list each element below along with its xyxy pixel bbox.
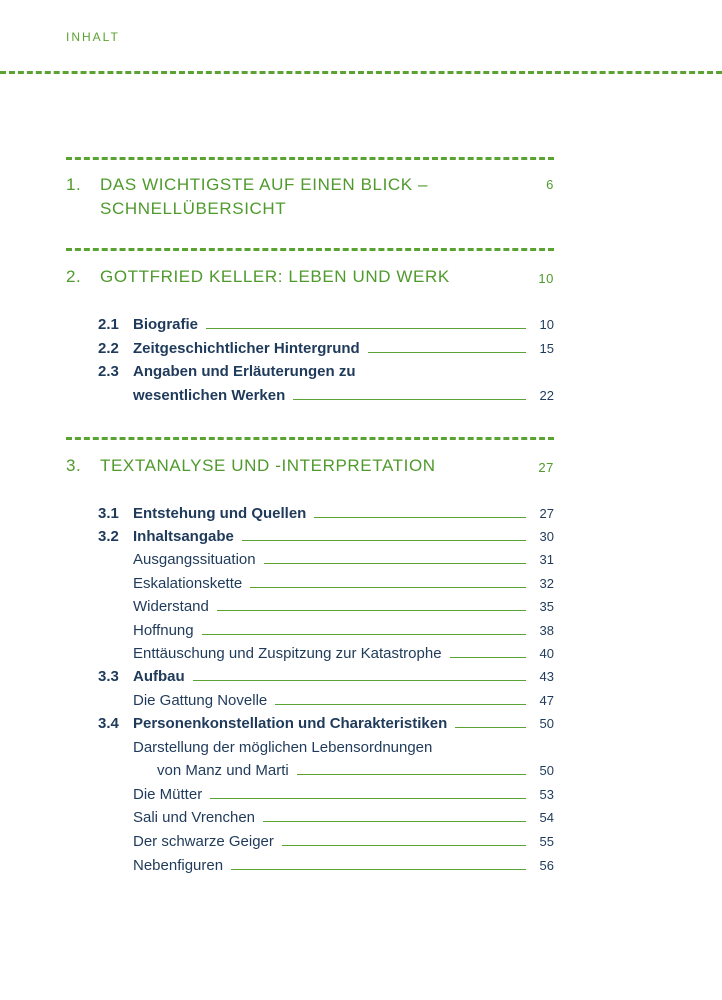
page-number: 40	[539, 646, 554, 661]
leader-line	[297, 761, 526, 775]
leader-line	[210, 785, 526, 799]
section-title: Zeitgeschichtlicher Hintergrund	[133, 340, 360, 357]
toc-subentry[interactable]	[98, 643, 554, 665]
toc-subentry[interactable]	[98, 855, 554, 877]
section-number: 3.4	[98, 715, 119, 732]
chapter-2-heading[interactable]	[66, 265, 554, 289]
section-title: Biografie	[133, 316, 199, 333]
toc-entry-2-2[interactable]	[98, 338, 554, 360]
leader-line	[368, 339, 526, 353]
chapter-number: 1.	[66, 175, 82, 194]
section-title: wesentlichen Werken	[133, 387, 286, 404]
page-number: 32	[539, 576, 554, 591]
toc-subentry[interactable]	[98, 573, 554, 595]
toc-subentry[interactable]	[98, 690, 554, 712]
page-number: 35	[539, 599, 554, 614]
subsection-title: Widerstand	[133, 598, 209, 615]
leader-line	[206, 315, 526, 329]
toc-subentry-cont[interactable]	[98, 760, 554, 782]
leader-line	[231, 856, 526, 870]
toc-entry-2-1[interactable]	[98, 314, 554, 336]
subsection-title: Hoffnung	[133, 622, 194, 639]
subsection-title: Eskalationskette	[133, 575, 243, 592]
subsection-title: Ausgangssituation	[133, 551, 256, 568]
toc-subentry[interactable]	[98, 549, 554, 571]
leader-line	[293, 386, 526, 400]
subsection-title: von Manz und Marti	[157, 762, 289, 779]
chapter-page: 27	[538, 460, 554, 475]
section-title: Personenkonstellation und Charakteristiken	[133, 715, 448, 732]
subsection-title: Die Gattung Novelle	[133, 692, 268, 709]
page-number: 15	[539, 341, 554, 356]
section-title: Angaben und Erläuterungen zu	[133, 363, 356, 380]
section-number: 3.3	[98, 668, 119, 685]
subsection-title: Darstellung der möglichen Lebensordnungen	[133, 739, 433, 756]
leader-line	[217, 597, 526, 611]
page-number: 54	[539, 810, 554, 825]
chapter-1-heading[interactable]	[66, 173, 554, 221]
chapter-title: TEXTANALYSE UND -INTERPRETATION	[100, 456, 436, 475]
toc-entry-3-4[interactable]	[98, 713, 554, 735]
chapter-divider	[66, 437, 554, 440]
subsection-title: Enttäuschung und Zuspitzung zur Katastrophe	[133, 645, 442, 662]
section-title: Inhaltsangabe	[133, 528, 234, 545]
chapter-divider	[66, 248, 554, 251]
toc-entry-3-2[interactable]	[98, 526, 554, 548]
toc-subentry[interactable]	[98, 807, 554, 829]
section-number: 3.2	[98, 528, 119, 545]
section-title: Aufbau	[133, 668, 185, 685]
subsection-title: Nebenfiguren	[133, 857, 224, 874]
section-number: 3.1	[98, 505, 119, 522]
chapter-number: 3.	[66, 456, 82, 475]
leader-line	[450, 644, 526, 658]
section-number: 2.1	[98, 316, 119, 333]
toc-subentry[interactable]	[98, 784, 554, 806]
toc-subentry[interactable]	[98, 737, 554, 759]
leader-line	[202, 621, 526, 635]
toc-subentry[interactable]	[98, 620, 554, 642]
page-number: 43	[539, 669, 554, 684]
chapter-title: GOTTFRIED KELLER: LEBEN UND WERK	[100, 267, 450, 286]
leader-line	[242, 527, 526, 541]
chapter-number: 2.	[66, 267, 82, 286]
section-number: 2.3	[98, 363, 119, 380]
leader-line	[264, 550, 526, 564]
toc-entry-3-3[interactable]	[98, 666, 554, 688]
page-number: 31	[539, 552, 554, 567]
chapter-page: 10	[538, 271, 554, 286]
leader-line	[282, 832, 526, 846]
toc-entry-3-1[interactable]	[98, 503, 554, 525]
chapter-page: 6	[546, 177, 554, 192]
running-header: INHALT	[66, 30, 120, 44]
page-number: 50	[539, 716, 554, 731]
chapter-title: DAS WICHTIGSTE AUF EINEN BLICK – SCHNELLÜBERSICHT	[100, 175, 429, 218]
section-number: 2.2	[98, 340, 119, 357]
leader-line	[263, 808, 526, 822]
toc-entry-2-3[interactable]	[98, 361, 554, 383]
page-number: 38	[539, 623, 554, 638]
page-number: 47	[539, 693, 554, 708]
subsection-title: Der schwarze Geiger	[133, 833, 274, 850]
page-number: 27	[539, 506, 554, 521]
subsection-title: Sali und Vrenchen	[133, 809, 256, 826]
leader-line	[314, 504, 526, 518]
page-number: 53	[539, 787, 554, 802]
toc-subentry[interactable]	[98, 831, 554, 853]
chapter-divider	[66, 157, 554, 160]
subsection-title: Die Mütter	[133, 786, 203, 803]
page-number: 55	[539, 834, 554, 849]
header-divider	[0, 71, 722, 74]
leader-line	[455, 714, 526, 728]
toc-entry-2-3-cont[interactable]	[98, 385, 554, 407]
leader-line	[275, 691, 526, 705]
page-number: 56	[539, 858, 554, 873]
section-title: Entstehung und Quellen	[133, 505, 307, 522]
chapter-3-heading[interactable]	[66, 454, 554, 478]
leader-line	[193, 667, 526, 681]
page-number: 30	[539, 529, 554, 544]
toc-subentry[interactable]	[98, 596, 554, 618]
page-number: 22	[539, 388, 554, 403]
page-number: 50	[539, 763, 554, 778]
page-number: 10	[539, 317, 554, 332]
leader-line	[250, 574, 526, 588]
